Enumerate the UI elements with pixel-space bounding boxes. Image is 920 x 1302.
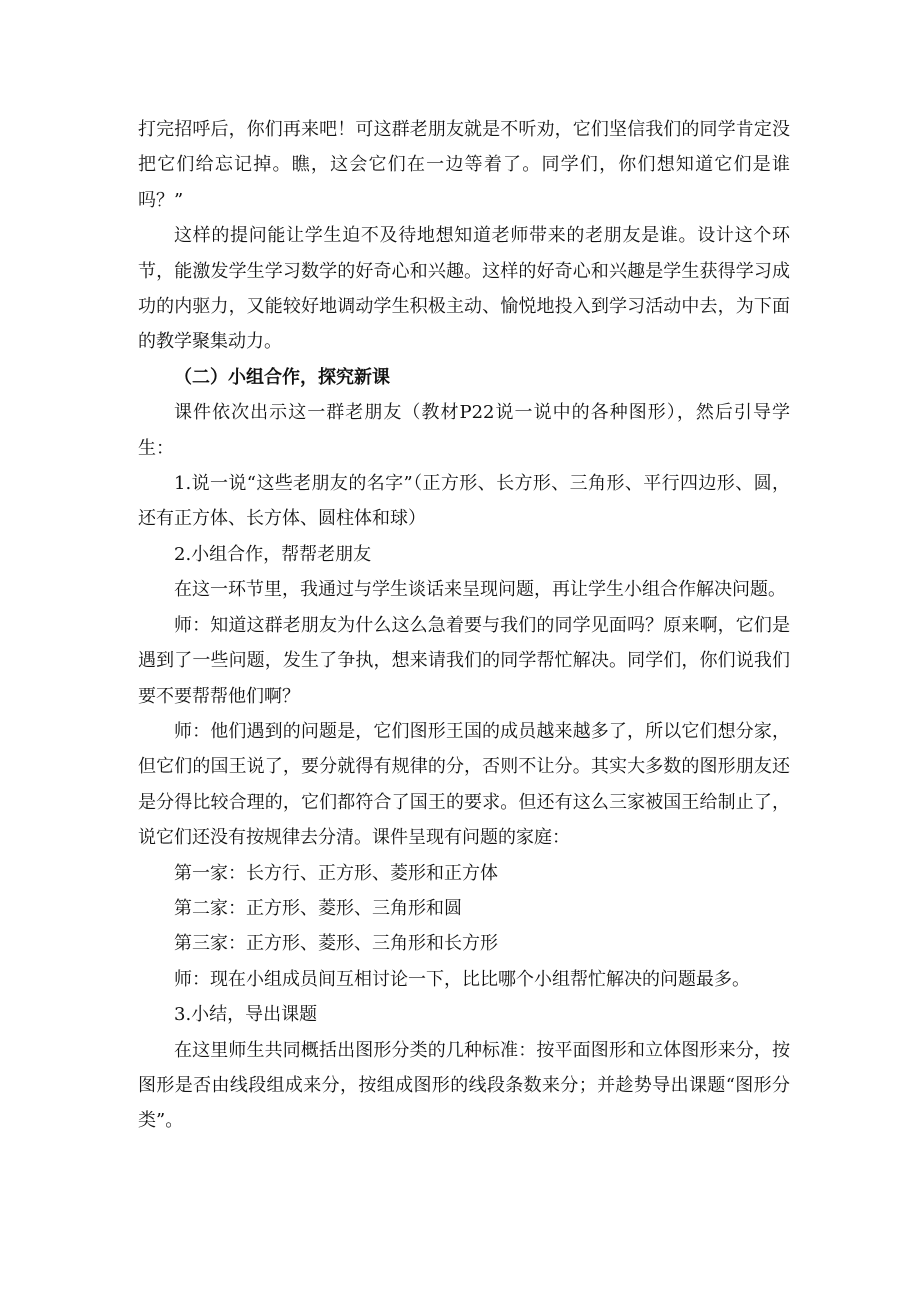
- paragraph-continuation: 打完招呼后，你们再来吧！可这群老朋友就是不听劝，它们坚信我们的同学肯定没把它们给忘记掉。瞧，这会它们在一边等着了。同学们，你们想知道它们是谁吗？”: [138, 119, 790, 211]
- paragraph-teacher-3: 师：现在小组成员间互相讨论一下，比比哪个小组帮忙解决的问题最多。: [174, 968, 750, 990]
- family-1: 第一家：长方行、正方形、菱形和正方体: [174, 862, 498, 884]
- family-3: 第三家：正方形、菱形、三角形和长方形: [174, 933, 498, 955]
- paragraph-teacher-2: 师：他们遇到的问题是，它们图形王国的成员越来越多了，所以它们想分家，但它们的国王说了，要分就得有规律的分，否则不让分。其实大多数的图形朋友还是分得比较合理的，它们都符合了国王的要求。但还有这么三家被国王给制止了，说它们还没有按规律去分清。课件呈现有问题的家庭：: [138, 720, 790, 849]
- paragraph-teacher-1: 师：知道这群老朋友为什么这么急着要与我们的同学见面吗？原来啊，它们是遇到了一些问题，发生了争执，想来请我们的同学帮忙解决。同学们，你们说我们要不要帮帮他们啊？: [138, 614, 790, 707]
- list-item-2: 2.小组合作，帮帮老朋友: [174, 543, 372, 565]
- list-item-1: 1.说一说“这些老朋友的名字”（正方形、长方形、三角形、平行四边形、圆，还有正方体、长方体、圆柱体和球）: [138, 473, 790, 530]
- section-heading: （二）小组合作，探究新课: [174, 366, 390, 388]
- paragraph-courseware: 课件依次出示这一群老朋友（教材P22说一说中的各种图形），然后引导学生：: [138, 402, 790, 459]
- document-body: [138, 112, 790, 1139]
- list-item-3: 3.小结，导出课题: [174, 1004, 318, 1026]
- paragraph-design-rationale: 这样的提问能让学生迫不及待地想知道老师带来的老朋友是谁。设计这个环节，能激发学生学习数学的好奇心和兴趣。这样的好奇心和兴趣是学生获得学习成功的内驱力，又能较好地调动学生积极主动、愉悦地投入到学习活动中去，为下面的教学聚集动力。: [138, 225, 790, 353]
- family-2: 第二家：正方形、菱形、三角形和圆: [174, 897, 462, 919]
- paragraph-summary: 在这里师生共同概括出图形分类的几种标准：按平面图形和立体图形来分，按图形是否由线段组成来分，按组成图形的线段条数来分；并趁势导出课题“图形分类”。: [138, 1039, 790, 1132]
- paragraph-link: 在这一环节里，我通过与学生谈话来呈现问题，再让学生小组合作解决问题。: [174, 579, 786, 601]
